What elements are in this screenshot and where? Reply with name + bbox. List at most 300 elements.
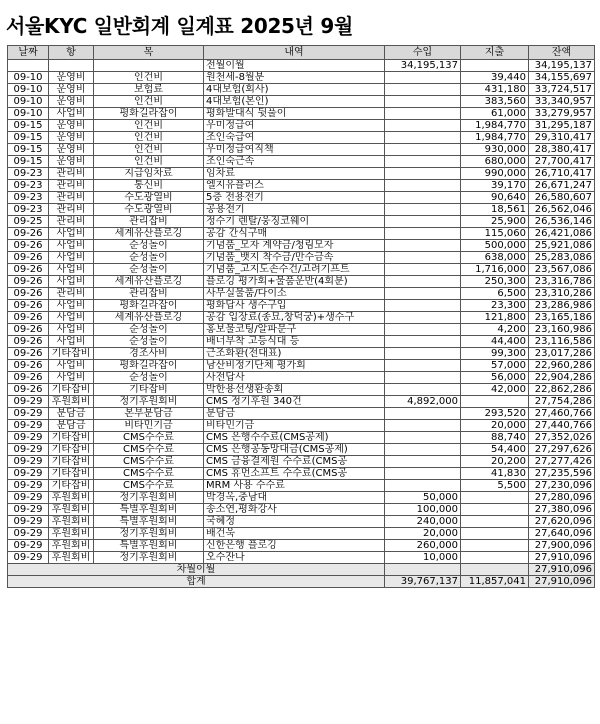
cell-category: 정기후원회비 [94, 492, 204, 504]
cell-date: 09-15 [8, 132, 49, 144]
cell-date: 09-26 [8, 360, 49, 372]
table-row [8, 108, 595, 120]
cell-expense: 5,500 [461, 480, 529, 492]
total-expense: 11,857,041 [461, 576, 529, 588]
cell-desc: 엘지유플러스 [204, 180, 385, 192]
table-row [8, 120, 595, 132]
cell-expense: 121,800 [461, 312, 529, 324]
table-row [8, 492, 595, 504]
cell-income [385, 468, 461, 480]
cell-date: 09-26 [8, 324, 49, 336]
cell-date: 09-29 [8, 540, 49, 552]
cell-desc: 임차료 [204, 168, 385, 180]
cell-balance: 27,900,096 [529, 540, 595, 552]
cell-balance: 23,567,086 [529, 264, 595, 276]
cell-item: 분담금 [49, 420, 94, 432]
cell-date: 09-26 [8, 228, 49, 240]
cell-expense: 42,000 [461, 384, 529, 396]
cell-date: 09-23 [8, 192, 49, 204]
cell-date: 09-23 [8, 204, 49, 216]
cell-income [385, 384, 461, 396]
cell-income [385, 444, 461, 456]
cell-desc: 분담금 [204, 408, 385, 420]
cell-desc: MRM 사용 수수료 [204, 480, 385, 492]
cell-category: 수도광열비 [94, 204, 204, 216]
cell-category: 인건비 [94, 120, 204, 132]
cell-date: 09-26 [8, 288, 49, 300]
col-header-balance: 잔액 [529, 46, 595, 60]
cell-income [385, 84, 461, 96]
opening-label: 전월이월 [204, 60, 385, 72]
cell-income [385, 120, 461, 132]
col-header-income: 수입 [385, 46, 461, 60]
cell-balance: 33,724,517 [529, 84, 595, 96]
ledger-table [7, 45, 595, 588]
cell-expense: 6,500 [461, 288, 529, 300]
cell-income [385, 72, 461, 84]
cell-desc: 기념품_뱃지 착수금/만수금속 [204, 252, 385, 264]
cell-item: 운영비 [49, 120, 94, 132]
cell-balance: 26,536,146 [529, 216, 595, 228]
cell-date: 09-10 [8, 96, 49, 108]
table-row [8, 312, 595, 324]
cell-item: 후원회비 [49, 492, 94, 504]
cell-income [385, 132, 461, 144]
cell-income [385, 204, 461, 216]
opening-item [49, 60, 94, 72]
cell-income [385, 264, 461, 276]
cell-expense: 61,000 [461, 108, 529, 120]
cell-expense: 18,561 [461, 204, 529, 216]
cell-balance: 31,295,187 [529, 120, 595, 132]
cell-desc: CMS 은행수수료(CMS공제) [204, 432, 385, 444]
cell-desc: 비타민기금 [204, 420, 385, 432]
col-header-category: 목 [94, 46, 204, 60]
table-row [8, 288, 595, 300]
cell-category: 인건비 [94, 96, 204, 108]
cell-date: 09-29 [8, 456, 49, 468]
cell-date: 09-29 [8, 504, 49, 516]
cell-item: 기타잡비 [49, 432, 94, 444]
cell-desc: 국혜정 [204, 516, 385, 528]
cell-category: 비타민기금 [94, 420, 204, 432]
cell-expense: 20,000 [461, 420, 529, 432]
opening-expense [461, 60, 529, 72]
cell-date: 09-29 [8, 408, 49, 420]
cell-balance: 27,277,426 [529, 456, 595, 468]
cell-item: 사업비 [49, 108, 94, 120]
cell-expense: 293,520 [461, 408, 529, 420]
cell-category: 보험료 [94, 84, 204, 96]
cell-category: 평화길라잡이 [94, 360, 204, 372]
cell-desc: 정수기 렌탈/웅징코웨이 [204, 216, 385, 228]
table-row [8, 420, 595, 432]
table-row [8, 408, 595, 420]
cell-desc: 배건욱 [204, 528, 385, 540]
cell-balance: 27,440,766 [529, 420, 595, 432]
cell-date: 09-23 [8, 180, 49, 192]
cell-desc: 우미정급여직책 [204, 144, 385, 156]
cell-income [385, 96, 461, 108]
cell-date: 09-26 [8, 348, 49, 360]
cell-desc: 오수잔나 [204, 552, 385, 564]
cell-category: 인건비 [94, 144, 204, 156]
cell-expense: 23,300 [461, 300, 529, 312]
cell-expense: 20,200 [461, 456, 529, 468]
table-row [8, 252, 595, 264]
cell-desc: 기념품_모자 계약금/청림모자 [204, 240, 385, 252]
cell-desc: 평화발대식 뒷풀이 [204, 108, 385, 120]
cell-expense: 500,000 [461, 240, 529, 252]
cell-item: 후원회비 [49, 528, 94, 540]
cell-desc: 조인숙급여 [204, 132, 385, 144]
cell-category: 인건비 [94, 156, 204, 168]
cell-item: 관리비 [49, 216, 94, 228]
cell-balance: 23,165,186 [529, 312, 595, 324]
cell-income [385, 252, 461, 264]
cell-date: 09-10 [8, 108, 49, 120]
cell-date: 09-26 [8, 276, 49, 288]
cell-item: 분담금 [49, 408, 94, 420]
cell-income: 240,000 [385, 516, 461, 528]
table-row [8, 264, 595, 276]
cell-date: 09-15 [8, 156, 49, 168]
cell-balance: 25,283,086 [529, 252, 595, 264]
table-row [8, 156, 595, 168]
cell-balance: 27,620,096 [529, 516, 595, 528]
cell-date: 09-15 [8, 120, 49, 132]
cell-income [385, 288, 461, 300]
cell-item: 사업비 [49, 312, 94, 324]
cell-desc: 공감 간식구매 [204, 228, 385, 240]
table-row [8, 336, 595, 348]
cell-expense [461, 492, 529, 504]
cell-expense: 383,560 [461, 96, 529, 108]
cell-item: 사업비 [49, 300, 94, 312]
cell-balance: 33,340,957 [529, 96, 595, 108]
cell-category: 정기후원회비 [94, 552, 204, 564]
cell-date: 09-10 [8, 84, 49, 96]
table-row [8, 360, 595, 372]
cell-desc: 배너부착 고등식대 등 [204, 336, 385, 348]
cell-item: 사업비 [49, 360, 94, 372]
cell-date: 09-29 [8, 468, 49, 480]
cell-category: 통신비 [94, 180, 204, 192]
cell-income [385, 168, 461, 180]
cell-date: 09-29 [8, 396, 49, 408]
cell-income: 50,000 [385, 492, 461, 504]
table-row [8, 372, 595, 384]
table-row [8, 348, 595, 360]
table-row [8, 540, 595, 552]
cell-expense: 115,060 [461, 228, 529, 240]
table-row [8, 180, 595, 192]
table-row [8, 480, 595, 492]
cell-category: CMS수수료 [94, 468, 204, 480]
cell-category: 수도광열비 [94, 192, 204, 204]
cell-expense [461, 540, 529, 552]
cell-category: 정기후원회비 [94, 528, 204, 540]
table-row [8, 300, 595, 312]
cell-expense: 990,000 [461, 168, 529, 180]
table-row [8, 168, 595, 180]
cell-balance: 27,640,096 [529, 528, 595, 540]
table-row [8, 396, 595, 408]
cell-item: 관리비 [49, 288, 94, 300]
cell-item: 관리비 [49, 168, 94, 180]
cell-income [385, 240, 461, 252]
cell-income [385, 480, 461, 492]
cell-income [385, 180, 461, 192]
total-label: 합계 [8, 576, 385, 588]
cell-expense: 90,640 [461, 192, 529, 204]
table-row [8, 444, 595, 456]
cell-income [385, 372, 461, 384]
cell-date: 09-23 [8, 168, 49, 180]
cell-category: 특별후원회비 [94, 516, 204, 528]
cell-category: CMS수수료 [94, 432, 204, 444]
cell-expense: 1,984,770 [461, 120, 529, 132]
cell-desc: 사무실물품/다이소 [204, 288, 385, 300]
cell-expense [461, 552, 529, 564]
cell-item: 사업비 [49, 252, 94, 264]
cell-category: CMS수수료 [94, 456, 204, 468]
cell-item: 후원회비 [49, 516, 94, 528]
cell-category: CMS수수료 [94, 444, 204, 456]
cell-expense: 250,300 [461, 276, 529, 288]
table-row [8, 84, 595, 96]
cell-date: 09-26 [8, 300, 49, 312]
cell-balance: 26,580,607 [529, 192, 595, 204]
cell-expense: 39,440 [461, 72, 529, 84]
cell-income [385, 192, 461, 204]
cell-income [385, 312, 461, 324]
ledger-body [8, 60, 595, 564]
page-title: 서울KYC 일반회계 일계표 2025년 9월 [6, 14, 353, 38]
cell-date: 09-29 [8, 492, 49, 504]
carryover-expense [461, 564, 529, 576]
cell-balance: 25,921,086 [529, 240, 595, 252]
table-row [8, 132, 595, 144]
cell-desc: 송소연,평화강사 [204, 504, 385, 516]
table-row [8, 384, 595, 396]
carryover-income [385, 564, 461, 576]
cell-item: 사업비 [49, 372, 94, 384]
cell-expense: 41,830 [461, 468, 529, 480]
cell-balance: 27,280,096 [529, 492, 595, 504]
table-row [8, 432, 595, 444]
cell-category: 본부분담금 [94, 408, 204, 420]
cell-desc: 박한용선생환송회 [204, 384, 385, 396]
cell-expense: 99,300 [461, 348, 529, 360]
cell-category: 순성놀이 [94, 264, 204, 276]
cell-expense [461, 528, 529, 540]
cell-desc: 공용전기 [204, 204, 385, 216]
carryover-balance: 27,910,096 [529, 564, 595, 576]
col-header-item: 항 [49, 46, 94, 60]
opening-category [94, 60, 204, 72]
cell-expense: 638,000 [461, 252, 529, 264]
cell-desc: 5층 전용전기 [204, 192, 385, 204]
opening-date [8, 60, 49, 72]
cell-expense [461, 516, 529, 528]
cell-expense: 57,000 [461, 360, 529, 372]
cell-item: 관리비 [49, 204, 94, 216]
cell-date: 09-29 [8, 480, 49, 492]
cell-category: 기타잡비 [94, 384, 204, 396]
cell-category: 특별후원회비 [94, 504, 204, 516]
cell-balance: 27,754,286 [529, 396, 595, 408]
cell-item: 운영비 [49, 72, 94, 84]
cell-desc: 기념품_고지도손수건/고려기프트 [204, 264, 385, 276]
cell-expense: 4,200 [461, 324, 529, 336]
cell-balance: 22,960,286 [529, 360, 595, 372]
cell-balance: 23,017,286 [529, 348, 595, 360]
cell-category: 세계유산플로깅 [94, 276, 204, 288]
cell-balance: 23,310,286 [529, 288, 595, 300]
cell-item: 사업비 [49, 240, 94, 252]
cell-balance: 26,421,086 [529, 228, 595, 240]
cell-date: 09-26 [8, 384, 49, 396]
total-balance: 27,910,096 [529, 576, 595, 588]
opening-income: 34,195,137 [385, 60, 461, 72]
cell-balance: 26,562,046 [529, 204, 595, 216]
cell-category: 순성놀이 [94, 252, 204, 264]
cell-date: 09-29 [8, 420, 49, 432]
cell-income [385, 456, 461, 468]
cell-item: 사업비 [49, 276, 94, 288]
cell-balance: 34,155,697 [529, 72, 595, 84]
header-row [8, 46, 595, 60]
cell-desc: 원천세-8월분 [204, 72, 385, 84]
cell-date: 09-15 [8, 144, 49, 156]
cell-date: 09-26 [8, 240, 49, 252]
cell-category: 경조사비 [94, 348, 204, 360]
opening-balance: 34,195,137 [529, 60, 595, 72]
cell-balance: 27,352,026 [529, 432, 595, 444]
table-row [8, 72, 595, 84]
cell-item: 기타잡비 [49, 444, 94, 456]
cell-date: 09-26 [8, 252, 49, 264]
cell-income [385, 360, 461, 372]
cell-desc: 홍보물코팅/알파문구 [204, 324, 385, 336]
cell-desc: 조인숙근속 [204, 156, 385, 168]
table-row [8, 528, 595, 540]
cell-category: 평화길라잡이 [94, 108, 204, 120]
cell-income [385, 108, 461, 120]
cell-income [385, 156, 461, 168]
cell-item: 운영비 [49, 96, 94, 108]
col-header-desc: 내역 [204, 46, 385, 60]
cell-desc: CMS 금융결제원 수수료(CMS공 [204, 456, 385, 468]
cell-balance: 33,279,957 [529, 108, 595, 120]
cell-date: 09-10 [8, 72, 49, 84]
cell-desc: 근조화환(전대표) [204, 348, 385, 360]
cell-income: 260,000 [385, 540, 461, 552]
cell-item: 사업비 [49, 228, 94, 240]
cell-expense: 431,180 [461, 84, 529, 96]
table-row [8, 204, 595, 216]
table-row [8, 468, 595, 480]
cell-category: 평화길라잡이 [94, 300, 204, 312]
cell-desc: 평화답사 생수구입 [204, 300, 385, 312]
cell-category: 지급임차료 [94, 168, 204, 180]
cell-category: 순성놀이 [94, 372, 204, 384]
cell-expense: 56,000 [461, 372, 529, 384]
cell-expense: 1,984,770 [461, 132, 529, 144]
cell-item: 후원회비 [49, 396, 94, 408]
cell-category: 세계유산플로깅 [94, 228, 204, 240]
cell-balance: 27,230,096 [529, 480, 595, 492]
col-header-date: 날짜 [8, 46, 49, 60]
table-row [8, 456, 595, 468]
cell-item: 관리비 [49, 180, 94, 192]
cell-expense: 930,000 [461, 144, 529, 156]
cell-balance: 27,297,626 [529, 444, 595, 456]
cell-income [385, 336, 461, 348]
cell-category: 인건비 [94, 132, 204, 144]
cell-date: 09-29 [8, 432, 49, 444]
cell-desc: 플로깅 평가회+물품운반(4회분) [204, 276, 385, 288]
table-row [8, 96, 595, 108]
cell-balance: 23,160,986 [529, 324, 595, 336]
cell-income: 4,892,000 [385, 396, 461, 408]
cell-date: 09-26 [8, 372, 49, 384]
cell-category: 세계유산플로깅 [94, 312, 204, 324]
cell-date: 09-29 [8, 444, 49, 456]
cell-item: 기타잡비 [49, 468, 94, 480]
cell-category: 순성놀이 [94, 324, 204, 336]
cell-item: 운영비 [49, 144, 94, 156]
cell-income [385, 420, 461, 432]
cell-item: 운영비 [49, 132, 94, 144]
table-row [8, 144, 595, 156]
cell-item: 기타잡비 [49, 456, 94, 468]
cell-item: 관리비 [49, 192, 94, 204]
table-row [8, 552, 595, 564]
cell-category: 순성놀이 [94, 336, 204, 348]
cell-date: 09-26 [8, 336, 49, 348]
carryover-label: 차월이월 [8, 564, 385, 576]
table-row [8, 504, 595, 516]
cell-income [385, 228, 461, 240]
table-row [8, 216, 595, 228]
cell-balance: 29,310,417 [529, 132, 595, 144]
cell-item: 후원회비 [49, 552, 94, 564]
cell-income: 10,000 [385, 552, 461, 564]
cell-date: 09-29 [8, 516, 49, 528]
cell-income: 100,000 [385, 504, 461, 516]
cell-item: 후원회비 [49, 504, 94, 516]
table-row [8, 228, 595, 240]
cell-income [385, 300, 461, 312]
cell-category: CMS수수료 [94, 480, 204, 492]
cell-desc: 공감 입장료(종묘,창덕궁)+생수구 [204, 312, 385, 324]
cell-balance: 27,910,096 [529, 552, 595, 564]
cell-balance: 23,116,586 [529, 336, 595, 348]
carryover-row [8, 564, 595, 576]
cell-item: 사업비 [49, 324, 94, 336]
cell-balance: 28,380,417 [529, 144, 595, 156]
cell-expense: 88,740 [461, 432, 529, 444]
opening-row [8, 60, 595, 72]
cell-income [385, 276, 461, 288]
cell-income [385, 216, 461, 228]
cell-category: 정기후원회비 [94, 396, 204, 408]
cell-expense: 1,716,000 [461, 264, 529, 276]
cell-income [385, 408, 461, 420]
cell-category: 관리잡비 [94, 288, 204, 300]
